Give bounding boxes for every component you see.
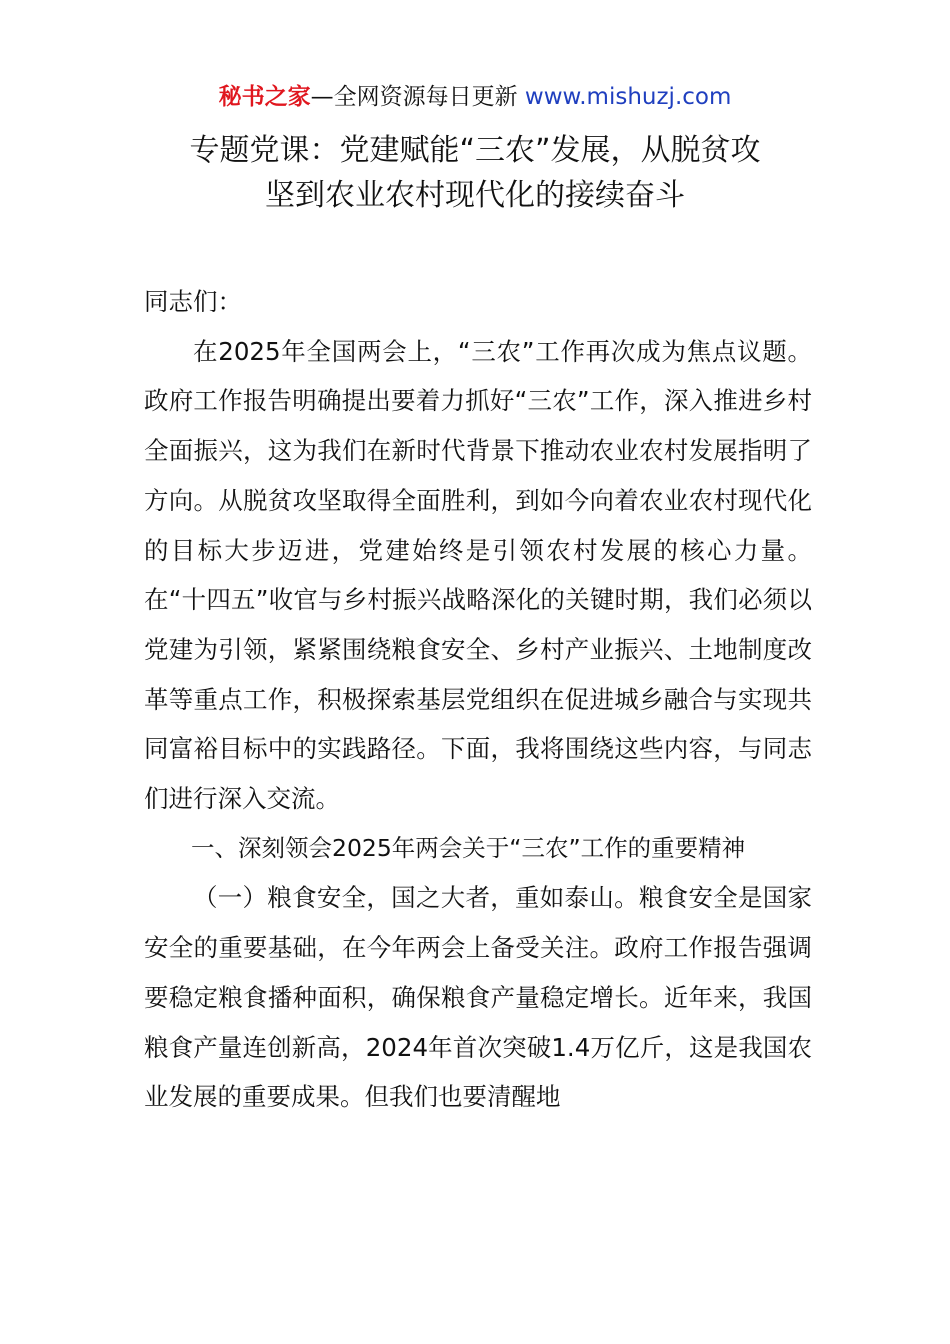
salutation: 同志们：: [144, 287, 242, 316]
title-line-2: 坚到农业农村现代化的接续奋斗: [265, 178, 685, 213]
banner-tagline: —全网资源每日更新: [310, 84, 518, 110]
section-heading-1: 一、深刻领会2025年两会关于“三农”工作的重要精神: [191, 833, 746, 862]
document-title: [0, 128, 950, 218]
paragraph-intro: 在2025年全国两会上，“三农”工作再次成为焦点议题。政府工作报告明确提出要着力抓好“三农”工作，深入推进乡村全面振兴，这为我们在新时代背景下推动农业农村发展指明了方向。从脱贫攻坚取得全面胜利，到如今向着农业农村现代化的目标大步迈进，党建始终是引领农村发展的核心力量。在“十四五”收官与乡村振兴战略深化的关键时期，我们必须以党建为引领，紧紧围绕粮食安全、乡村产业振兴、土地制度改革等重点工作，积极探索基层党组织在促进城乡融合与实现共同富裕目标中的实践路径。下面，我将围绕这些内容，与同志们进行深入交流。: [144, 336, 812, 814]
site-banner: [0, 80, 950, 114]
site-url-link[interactable]: www.mishuzj.com: [524, 84, 732, 110]
paragraph-food-security: （一）粮食安全，国之大者，重如泰山。粮食安全是国家安全的重要基础，在今年两会上备受关注。政府工作报告强调要稳定粮食播种面积，确保粮食产量稳定增长。近年来，我国粮食产量连创新高，2024年首次突破1.4万亿斤，这是我国农业发展的重要成果。但我们也要清醒地: [144, 883, 812, 1112]
title-line-1: 专题党课：党建赋能“三农”发展，从脱贫攻: [189, 133, 761, 168]
document-body: [144, 277, 812, 1122]
brand-name: 秘书之家: [218, 84, 311, 110]
